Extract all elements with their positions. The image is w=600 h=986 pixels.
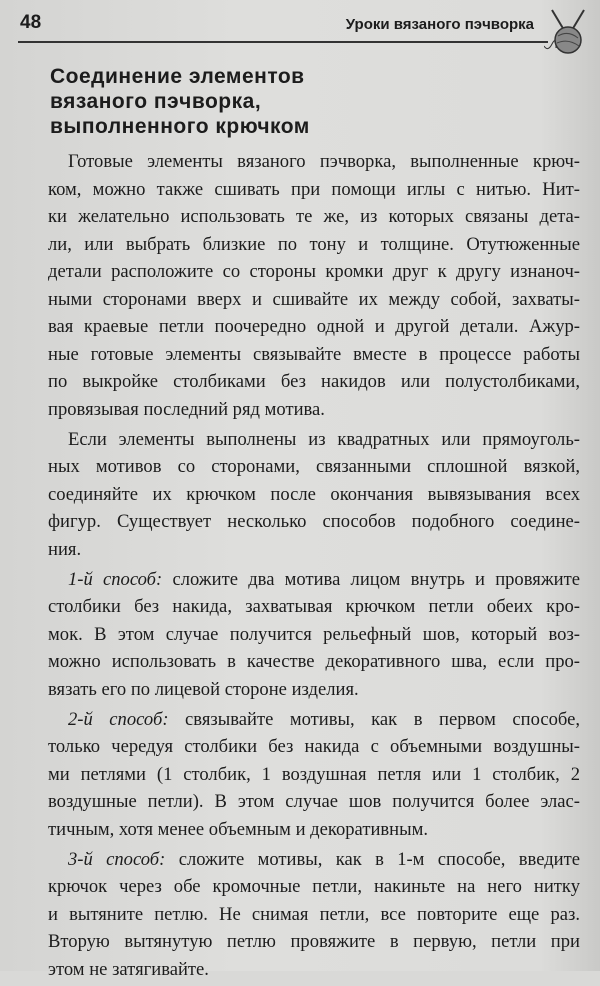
text-line: детали расположите со стороны кромки друг к другу изнаноч- bbox=[48, 261, 580, 282]
text-line: только чередуя столбики без накида с объемными воздушны- bbox=[48, 736, 580, 757]
text-line: ными сторонами вверх и сшивайте их между собой, захваты- bbox=[48, 288, 580, 310]
running-title: Уроки вязаного пэчворка bbox=[345, 16, 534, 33]
text-line: ки желательно использовать те же, из которых связаны дета- bbox=[48, 206, 580, 227]
section-title bbox=[50, 64, 310, 139]
text-line: ния. bbox=[48, 538, 82, 560]
paragraph bbox=[48, 706, 580, 844]
line-text: сложите два мотива лицом внутрь и провяжите bbox=[162, 568, 580, 590]
text-line: Вторую вытянутую петлю провяжите в первую, петли при bbox=[48, 931, 580, 952]
text-line: по выкройке столбиками без накидов или полустолбиками, bbox=[48, 371, 580, 392]
text-line: мок. В этом случае получится рельефный шов, который воз- bbox=[48, 623, 580, 645]
text-line: столбики без накида, захватывая крючком петли обеих кро- bbox=[48, 596, 580, 617]
text-line: Если элементы выполнены из квадратных или прямоуголь- bbox=[68, 428, 580, 450]
text-line: и вытяните петлю. Не снимая петли, все повторите еще раз. bbox=[48, 903, 580, 925]
paragraph bbox=[48, 566, 580, 704]
text-line: ные готовые элементы связывайте вместе в процессе работы bbox=[48, 343, 580, 365]
text-line: воздушные петли). В этом случае шов получится более элас- bbox=[48, 791, 580, 812]
page-number: 48 bbox=[20, 12, 42, 33]
text-line bbox=[48, 706, 580, 734]
paragraph bbox=[48, 148, 580, 423]
header-rule bbox=[18, 41, 548, 43]
text-line: Готовые элементы вязаного пэчворка, выполненные крюч- bbox=[68, 151, 580, 172]
text-line: ком, можно также сшивать при помощи иглы с нитью. Нит- bbox=[48, 178, 580, 200]
body-text bbox=[48, 148, 580, 986]
text-line: фигур. Существует несколько способов подобного соедине- bbox=[48, 511, 580, 532]
title-line: вязаного пэчворка, bbox=[50, 90, 262, 113]
method-label: 2-й способ: bbox=[68, 708, 169, 730]
title-line: выполненного крючком bbox=[50, 115, 310, 138]
text-line: крючок через обе кромочные петли, накиньте на него нитку bbox=[48, 876, 580, 897]
text-line: этом не затягивайте. bbox=[48, 958, 209, 980]
text-line: тичным, хотя менее объемным и декоративным. bbox=[48, 818, 429, 840]
method-label: 1-й способ: bbox=[68, 568, 163, 590]
text-line bbox=[48, 566, 580, 594]
line-text: сложите мотивы, как в 1-м способе, введите bbox=[165, 848, 580, 870]
method-label: 3-й способ: bbox=[68, 848, 166, 870]
text-line bbox=[48, 846, 580, 874]
paragraph bbox=[48, 426, 580, 564]
text-line: вая краевые петли поочередно одной и другой детали. Ажур- bbox=[48, 316, 580, 337]
line-text: связывайте мотивы, как в первом способе, bbox=[168, 708, 580, 730]
text-line: ми петлями (1 столбик, 1 воздушная петля или 1 столбик, 2 bbox=[48, 763, 580, 785]
text-line: вязать его по лицевой стороне изделия. bbox=[48, 678, 359, 700]
text-line: соединяйте их крючком после окончания вывязывания всех bbox=[48, 483, 580, 505]
text-line: можно использовать в качестве декоративного шва, если про- bbox=[48, 651, 580, 672]
text-line: провязывая последний ряд мотива. bbox=[48, 398, 325, 420]
paragraph bbox=[48, 846, 580, 984]
yarn-ball-icon bbox=[544, 8, 590, 56]
title-line: Соединение элементов bbox=[50, 65, 305, 88]
text-line: ли, или выбрать близкие по тону и толщине. Отутюженные bbox=[48, 233, 580, 255]
text-line: ных мотивов со сторонами, связанными сплошной вязкой, bbox=[48, 456, 580, 477]
